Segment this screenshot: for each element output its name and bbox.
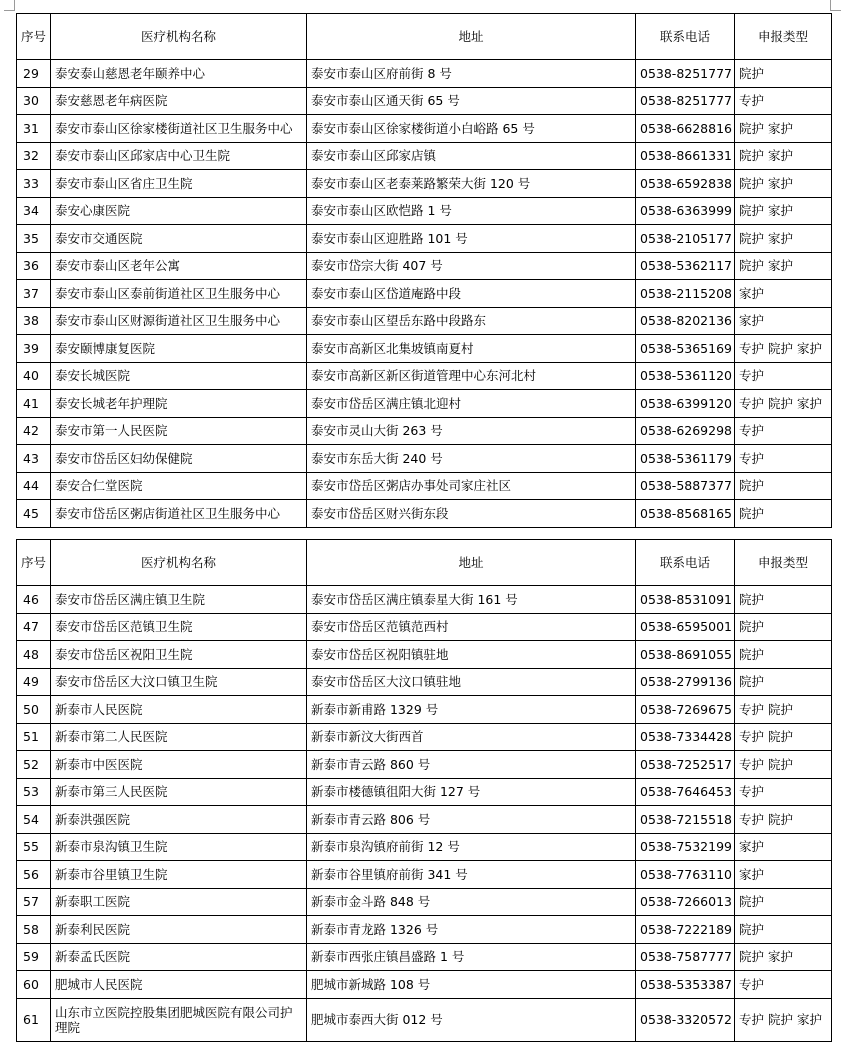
cell-address: 泰安市泰山区迎胜路 101 号 [307,225,636,253]
cell-num: 61 [17,998,51,1041]
cell-address: 泰安市岱岳区财兴街东段 [307,500,636,528]
cell-name: 新泰市谷里镇卫生院 [51,861,307,889]
cell-name: 泰安市岱岳区祝阳卫生院 [51,641,307,669]
table-row [17,613,832,641]
table-row [17,472,832,500]
cell-type: 院护 家护 [735,197,832,225]
cell-type: 院护 家护 [735,115,832,143]
table-row [17,225,832,253]
cell-num: 47 [17,613,51,641]
cell-type: 专护 院护 [735,806,832,834]
cell-phone: 0538-7532199 [636,833,735,861]
table-row [17,806,832,834]
column-header-address: 地址 [307,540,636,586]
table-body [17,586,832,1042]
cell-phone: 0538-7266013 [636,888,735,916]
cell-type: 院护 [735,586,832,614]
cell-phone: 0538-8661331 [636,142,735,170]
cell-name: 泰安市泰山区泰前街道社区卫生服务中心 [51,280,307,308]
cell-num: 36 [17,252,51,280]
cell-num: 42 [17,417,51,445]
cell-type: 专护 [735,362,832,390]
cell-type: 院护 家护 [735,170,832,198]
cell-address: 泰安市泰山区老泰莱路繁荣大街 120 号 [307,170,636,198]
cell-num: 58 [17,916,51,944]
table-row [17,751,832,779]
column-header-address: 地址 [307,14,636,60]
institution-table-2 [16,539,832,1042]
cell-name: 泰安市泰山区财源街道社区卫生服务中心 [51,307,307,335]
cell-num: 48 [17,641,51,669]
cell-type: 家护 [735,307,832,335]
cell-type: 院护 家护 [735,225,832,253]
cell-name: 新泰市泉沟镇卫生院 [51,833,307,861]
cell-name: 泰安颐博康复医院 [51,335,307,363]
column-header-num: 序号 [17,540,51,586]
cell-num: 60 [17,971,51,999]
table-row [17,390,832,418]
cell-num: 59 [17,943,51,971]
cell-phone: 0538-8202136 [636,307,735,335]
table-row [17,500,832,528]
cell-num: 44 [17,472,51,500]
cell-address: 泰安市岱岳区满庄镇北迎村 [307,390,636,418]
cell-phone: 0538-3320572 [636,998,735,1041]
cell-phone: 0538-2105177 [636,225,735,253]
cell-num: 50 [17,696,51,724]
cell-phone: 0538-6595001 [636,613,735,641]
cell-name: 泰安市岱岳区大汶口镇卫生院 [51,668,307,696]
cell-address: 新泰市西张庄镇昌盛路 1 号 [307,943,636,971]
cell-address: 泰安市泰山区通天街 65 号 [307,87,636,115]
cell-num: 53 [17,778,51,806]
column-header-type: 申报类型 [735,14,832,60]
table-row [17,307,832,335]
cell-type: 专护 院护 [735,751,832,779]
cell-type: 院护 家护 [735,252,832,280]
table-row [17,696,832,724]
cell-name: 肥城市人民医院 [51,971,307,999]
cell-phone: 0538-8531091 [636,586,735,614]
cell-name: 泰安市泰山区省庄卫生院 [51,170,307,198]
cell-phone: 0538-6592838 [636,170,735,198]
table-row [17,723,832,751]
cell-num: 52 [17,751,51,779]
cell-phone: 0538-5353387 [636,971,735,999]
column-header-name: 医疗机构名称 [51,14,307,60]
cell-name: 泰安市岱岳区粥店街道社区卫生服务中心 [51,500,307,528]
cell-name: 新泰市人民医院 [51,696,307,724]
cell-num: 31 [17,115,51,143]
table-row [17,115,832,143]
cell-num: 41 [17,390,51,418]
cell-phone: 0538-7587777 [636,943,735,971]
cell-phone: 0538-5361179 [636,445,735,473]
table-header-row [17,540,832,586]
cell-name: 泰安市泰山区老年公寓 [51,252,307,280]
cell-name: 新泰市中医医院 [51,751,307,779]
column-header-name: 医疗机构名称 [51,540,307,586]
cell-phone: 0538-6269298 [636,417,735,445]
cell-type: 院护 [735,613,832,641]
crop-mark-top-left [4,0,15,11]
cell-num: 45 [17,500,51,528]
cell-address: 泰安市泰山区徐家楼街道小白峪路 65 号 [307,115,636,143]
cell-address: 泰安市灵山大街 263 号 [307,417,636,445]
cell-name: 泰安市交通医院 [51,225,307,253]
cell-phone: 0538-2799136 [636,668,735,696]
table-body [17,60,832,528]
cell-num: 38 [17,307,51,335]
cell-type: 院护 [735,60,832,88]
table-row [17,362,832,390]
cell-name: 泰安合仁堂医院 [51,472,307,500]
cell-name: 泰安市岱岳区范镇卫生院 [51,613,307,641]
cell-type: 专护 院护 家护 [735,335,832,363]
cell-name: 泰安市岱岳区满庄镇卫生院 [51,586,307,614]
institution-table-1 [16,13,832,528]
cell-type: 专护 [735,87,832,115]
cell-phone: 0538-2115208 [636,280,735,308]
cell-address: 新泰市青云路 806 号 [307,806,636,834]
cell-address: 泰安市高新区新区街道管理中心东河北村 [307,362,636,390]
cell-address: 新泰市金斗路 848 号 [307,888,636,916]
cell-num: 46 [17,586,51,614]
cell-type: 院护 [735,641,832,669]
cell-address: 新泰市新甫路 1329 号 [307,696,636,724]
cell-name: 泰安市泰山区邱家店中心卫生院 [51,142,307,170]
cell-address: 泰安市泰山区邱家店镇 [307,142,636,170]
cell-address: 泰安市岱岳区大汶口镇驻地 [307,668,636,696]
cell-type: 院护 [735,472,832,500]
cell-phone: 0538-7334428 [636,723,735,751]
table-row [17,641,832,669]
cell-num: 49 [17,668,51,696]
table-row [17,586,832,614]
table-row [17,142,832,170]
cell-name: 泰安市泰山区徐家楼街道社区卫生服务中心 [51,115,307,143]
cell-type: 家护 [735,833,832,861]
table-row [17,916,832,944]
table-row [17,778,832,806]
cell-type: 专护 [735,417,832,445]
cell-address: 泰安市泰山区望岳东路中段路东 [307,307,636,335]
cell-phone: 0538-7222189 [636,916,735,944]
cell-num: 55 [17,833,51,861]
cell-phone: 0538-6363999 [636,197,735,225]
cell-name: 新泰市第三人民医院 [51,778,307,806]
cell-address: 泰安市高新区北集坡镇南夏村 [307,335,636,363]
cell-phone: 0538-7763110 [636,861,735,889]
cell-type: 家护 [735,861,832,889]
cell-phone: 0538-6628816 [636,115,735,143]
cell-address: 泰安市岱岳区范镇范西村 [307,613,636,641]
table-row [17,943,832,971]
cell-address: 泰安市泰山区岱道庵路中段 [307,280,636,308]
table-row [17,87,832,115]
cell-phone: 0538-5887377 [636,472,735,500]
cell-num: 54 [17,806,51,834]
cell-type: 院护 [735,888,832,916]
table-header-row [17,14,832,60]
cell-type: 专护 院护 [735,723,832,751]
table-row [17,60,832,88]
table-row [17,197,832,225]
cell-type: 专护 [735,445,832,473]
cell-phone: 0538-7646453 [636,778,735,806]
cell-name: 山东市立医院控股集团肥城医院有限公司护理院 [51,998,307,1041]
cell-address: 肥城市泰西大街 012 号 [307,998,636,1041]
cell-phone: 0538-7269675 [636,696,735,724]
cell-type: 专护 院护 家护 [735,998,832,1041]
cell-name: 新泰孟氏医院 [51,943,307,971]
cell-name: 泰安长城医院 [51,362,307,390]
column-header-phone: 联系电话 [636,14,735,60]
cell-address: 新泰市青龙路 1326 号 [307,916,636,944]
cell-address: 肥城市新城路 108 号 [307,971,636,999]
cell-type: 院护 家护 [735,943,832,971]
cell-num: 33 [17,170,51,198]
table-row [17,998,832,1041]
cell-phone: 0538-7215518 [636,806,735,834]
cell-name: 泰安心康医院 [51,197,307,225]
table-row [17,280,832,308]
table-row [17,888,832,916]
cell-num: 57 [17,888,51,916]
cell-address: 新泰市青云路 860 号 [307,751,636,779]
cell-num: 43 [17,445,51,473]
cell-address: 泰安市岱岳区粥店办事处司家庄社区 [307,472,636,500]
cell-address: 新泰市泉沟镇府前街 12 号 [307,833,636,861]
table-row [17,335,832,363]
cell-num: 34 [17,197,51,225]
column-header-phone: 联系电话 [636,540,735,586]
cell-type: 专护 院护 家护 [735,390,832,418]
table-row [17,833,832,861]
cell-phone: 0538-6399120 [636,390,735,418]
cell-address: 新泰市新汶大街西首 [307,723,636,751]
cell-num: 37 [17,280,51,308]
cell-type: 专护 院护 [735,696,832,724]
cell-address: 泰安市岱岳区祝阳镇驻地 [307,641,636,669]
cell-address: 泰安市岱岳区满庄镇泰星大街 161 号 [307,586,636,614]
table-row [17,252,832,280]
cell-phone: 0538-5361120 [636,362,735,390]
cell-name: 泰安泰山慈恩老年颐养中心 [51,60,307,88]
cell-num: 32 [17,142,51,170]
cell-num: 56 [17,861,51,889]
column-header-type: 申报类型 [735,540,832,586]
cell-type: 院护 [735,500,832,528]
cell-num: 35 [17,225,51,253]
cell-name: 新泰洪强医院 [51,806,307,834]
cell-phone: 0538-5362117 [636,252,735,280]
table-row [17,971,832,999]
cell-phone: 0538-8568165 [636,500,735,528]
cell-address: 泰安市泰山区欧恺路 1 号 [307,197,636,225]
cell-name: 新泰利民医院 [51,916,307,944]
cell-name: 泰安市岱岳区妇幼保健院 [51,445,307,473]
table-row [17,417,832,445]
cell-name: 泰安市第一人民医院 [51,417,307,445]
cell-phone: 0538-8251777 [636,87,735,115]
cell-type: 专护 [735,971,832,999]
cell-name: 新泰职工医院 [51,888,307,916]
cell-address: 泰安市岱宗大街 407 号 [307,252,636,280]
cell-name: 泰安长城老年护理院 [51,390,307,418]
table-row [17,445,832,473]
cell-address: 新泰市楼德镇徂阳大街 127 号 [307,778,636,806]
cell-address: 新泰市谷里镇府前街 341 号 [307,861,636,889]
cell-address: 泰安市泰山区府前街 8 号 [307,60,636,88]
cell-type: 专护 [735,778,832,806]
cell-num: 30 [17,87,51,115]
cell-num: 29 [17,60,51,88]
cell-type: 家护 [735,280,832,308]
crop-mark-top-right [830,0,841,11]
cell-phone: 0538-8251777 [636,60,735,88]
cell-name: 泰安慈恩老年病医院 [51,87,307,115]
cell-num: 40 [17,362,51,390]
cell-name: 新泰市第二人民医院 [51,723,307,751]
cell-address: 泰安市东岳大街 240 号 [307,445,636,473]
table-row [17,861,832,889]
cell-phone: 0538-8691055 [636,641,735,669]
cell-type: 院护 [735,668,832,696]
table-row [17,170,832,198]
cell-phone: 0538-5365169 [636,335,735,363]
cell-type: 院护 家护 [735,142,832,170]
table-row [17,668,832,696]
cell-num: 51 [17,723,51,751]
cell-type: 院护 [735,916,832,944]
cell-num: 39 [17,335,51,363]
column-header-num: 序号 [17,14,51,60]
cell-phone: 0538-7252517 [636,751,735,779]
